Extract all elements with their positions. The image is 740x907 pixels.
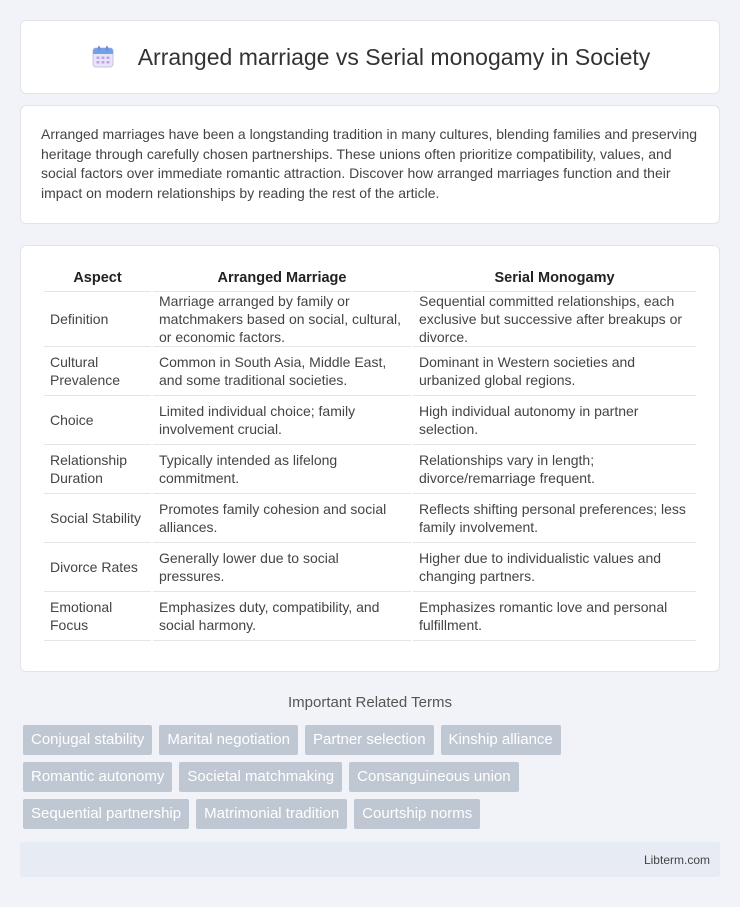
related-term-tag[interactable]: Consanguineous union [349,762,518,792]
header-aspect: Aspect [44,267,151,292]
related-term-tag[interactable]: Partner selection [305,725,434,755]
comparison-table [42,267,698,641]
related-term-tag[interactable]: Societal matchmaking [179,762,342,792]
table-row [44,347,696,396]
table-row [44,543,696,592]
row-serial: Dominant in Western societies and urbanized global regions. [413,347,696,396]
related-term-tag[interactable]: Matrimonial tradition [196,799,347,829]
row-serial: Relationships vary in length; divorce/remarriage frequent. [413,445,696,494]
row-arranged: Marriage arranged by family or matchmakers based on social, cultural, or economic factors. [153,292,411,347]
table-row [44,494,696,543]
row-aspect: Definition [44,292,151,347]
row-serial: High individual autonomy in partner selection. [413,396,696,445]
table-row [44,292,696,347]
header-arranged-marriage: Arranged Marriage [153,267,411,292]
row-arranged: Common in South Asia, Middle East, and some traditional societies. [153,347,411,396]
related-term-tag[interactable]: Kinship alliance [441,725,561,755]
page-title: Arranged marriage vs Serial monogamy in Society [137,43,651,70]
table-row [44,396,696,445]
intro-text: Arranged marriages have been a longstanding tradition in many cultures, blending families and preserving heritage through carefully chosen partnerships. These unions often prioritize compatibility, values, and social factors over immediate romantic attraction. Discover how arranged marriages function and their impact on modern relationships by reading the rest of the article. [41,126,698,201]
row-arranged: Emphasizes duty, compatibility, and social harmony. [153,592,411,641]
row-serial: Sequential committed relationships, each exclusive but successive after breakups or divorce. [413,292,696,347]
footer-site-link[interactable]: Libterm.com [643,852,710,867]
row-aspect: Relationship Duration [44,445,151,494]
table-header-row [44,267,696,292]
intro-card [20,105,720,224]
row-arranged: Promotes family cohesion and social alliances. [153,494,411,543]
row-aspect: Social Stability [44,494,151,543]
row-serial: Reflects shifting personal preferences; less family involvement. [413,494,696,543]
related-terms-title: Important Related Terms [288,694,452,711]
header-serial-monogamy: Serial Monogamy [413,267,696,292]
row-arranged: Typically intended as lifelong commitment. [153,445,411,494]
row-serial: Emphasizes romantic love and personal fulfillment. [413,592,696,641]
row-aspect: Choice [44,396,151,445]
row-aspect: Cultural Prevalence [44,347,151,396]
related-term-tag[interactable]: Sequential partnership [23,799,189,829]
table-row [44,592,696,641]
row-aspect: Emotional Focus [44,592,151,641]
row-arranged: Limited individual choice; family involvement crucial. [153,396,411,445]
related-term-tag[interactable]: Conjugal stability [23,725,152,755]
row-arranged: Generally lower due to social pressures. [153,543,411,592]
row-aspect: Divorce Rates [44,543,151,592]
comparison-table-card [20,245,720,672]
related-terms-list [20,725,660,829]
title-card [20,20,720,94]
table-row [44,445,696,494]
related-term-tag[interactable]: Romantic autonomy [23,762,172,792]
related-term-tag[interactable]: Courtship norms [354,799,480,829]
related-term-tag[interactable]: Marital negotiation [159,725,298,755]
calendar-icon [90,44,116,70]
footer [20,842,720,877]
row-serial: Higher due to individualistic values and changing partners. [413,543,696,592]
